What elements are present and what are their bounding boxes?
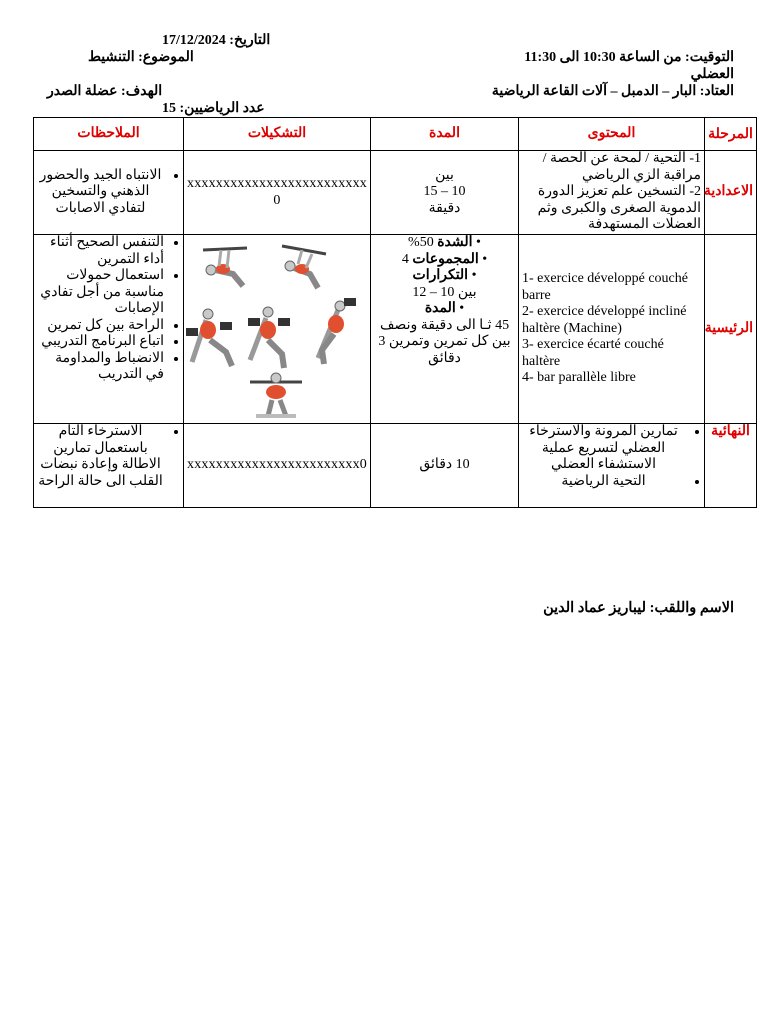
table-row-main [34,235,757,424]
table-row-prep [34,151,757,235]
duration-prep-line: دقيقة [428,200,461,216]
duration-prep [371,151,519,235]
table-header-row [34,118,757,151]
sets-line: • المجموعات 4 [401,251,488,267]
between-exercises: بين كل تمرين وتمرين 3 دقائق [378,334,511,366]
bench-press-figure-2 [274,240,330,294]
duration-main [371,235,519,424]
exercise-item: 2- exercice développé incliné haltère (Machine) [522,304,687,336]
equipment-line: العتاد: البار – الدمبل – آلات القاعة الرياضية [491,84,734,99]
intensity-label: الشدة [437,235,473,250]
phase-final: النهائية [705,424,757,508]
content-prep [519,151,705,235]
note-item: • الانتباه الجيد والحضور الذهني والتسخين لتفادي الاصابات [37,168,164,218]
formations-prep: xxxxxxxxxxxxxxxxxxxxxxxxx0 [184,151,371,235]
content-final-item: • تمارين المرونة والاسترخاء العضلي لتسريع عملية الاستشفاء العضلي [522,424,685,474]
phase-prep: الاعدادية [705,151,757,235]
lesson-plan-table [33,117,757,508]
exercise-item: 1- exercice développé couché barre [522,271,688,303]
reps-label: التكرارات [412,268,469,283]
header-duration: المدة [371,118,519,151]
bar-exercise-figure [246,370,306,422]
content-prep-item: 2- التسخين علم تعزيز الدورة الدموية الصغرى والكبرى وثم العضلات المستهدفة [537,184,701,233]
sets-label: المجموعات [412,251,479,267]
note-item: • التنفس الصحيح أثناء أداء التمرين [37,235,164,268]
content-final [519,424,705,508]
notes-main [34,235,184,424]
reps-line: • التكرارات [412,268,477,283]
duration-final: 10 دقائق [371,424,519,508]
reps-value: بين 10 – 12 [412,284,477,300]
bench-press-figure-1 [197,240,253,294]
content-final-item: • التحية الرياضية [522,474,685,491]
phase-main: الرئيسية [705,235,757,424]
note-item: • الانضباط والمداومة في التدريب [37,351,164,384]
timing-line: التوقيت: من الساعة 10:30 الى 11:30 [524,50,734,65]
rest-label: المدة [424,301,456,316]
date-line: التاريخ: 17/12/2024 [162,33,271,48]
exercise-item: 3- exercice écarté couché haltère [522,337,664,369]
sets-value: 4 [401,251,409,267]
content-prep-item: 1- التحية / لمحة عن الحصة / مراقبة الزي الرياضي [542,151,701,183]
note-item: • اتباع البرنامج التدريبي [37,334,164,351]
exercise-illustrations [184,236,370,422]
exercise-item: 4- bar parallèle libre [522,370,636,386]
formations-final: xxxxxxxxxxxxxxxxxxxxxxxx0 [184,424,371,508]
signature-line: الاسم واللقب: ليباريز عماد الدين [543,600,734,616]
notes-final [34,424,184,508]
incline-dumbbell-figure-2 [240,300,298,370]
objective-line: الهدف: عضلة الصدر [47,84,163,99]
header-formations: التشكيلات [184,118,371,151]
subject-line: الموضوع: التنشيط [88,50,194,65]
note-item: • استعمال حمولات مناسبة من أجل تفادي الإصابات [37,268,164,318]
timing-line-2: العضلي [690,67,734,82]
header-notes: الملاحظات [34,118,184,151]
athletes-line: عدد الرياضيين: 15 [162,101,265,116]
incline-dumbbell-figure-1 [184,300,242,370]
rest-value: 45 ثـا الى دقيقة ونصف [379,317,510,333]
fly-figure [304,296,360,366]
note-item: • الاسترخاء التام باستعمال تمارين الاطالة وإعادة نبضات القلب الى حالة الراحة [37,424,164,490]
header-phase: المرحلة [705,118,757,151]
header-content: المحتوى [519,118,705,151]
note-item: • الراحة بين كل تمرين [37,318,164,335]
duration-prep-line: 10 – 15 [423,184,466,200]
notes-prep [34,151,184,235]
table-row-final [34,424,757,508]
content-main [519,235,705,424]
intensity-line: • الشدة 50% [408,235,481,250]
formations-main [184,235,371,424]
intensity-value: 50% [408,235,434,250]
duration-prep-line: بين [435,167,454,183]
rest-line: • المدة [424,301,465,316]
